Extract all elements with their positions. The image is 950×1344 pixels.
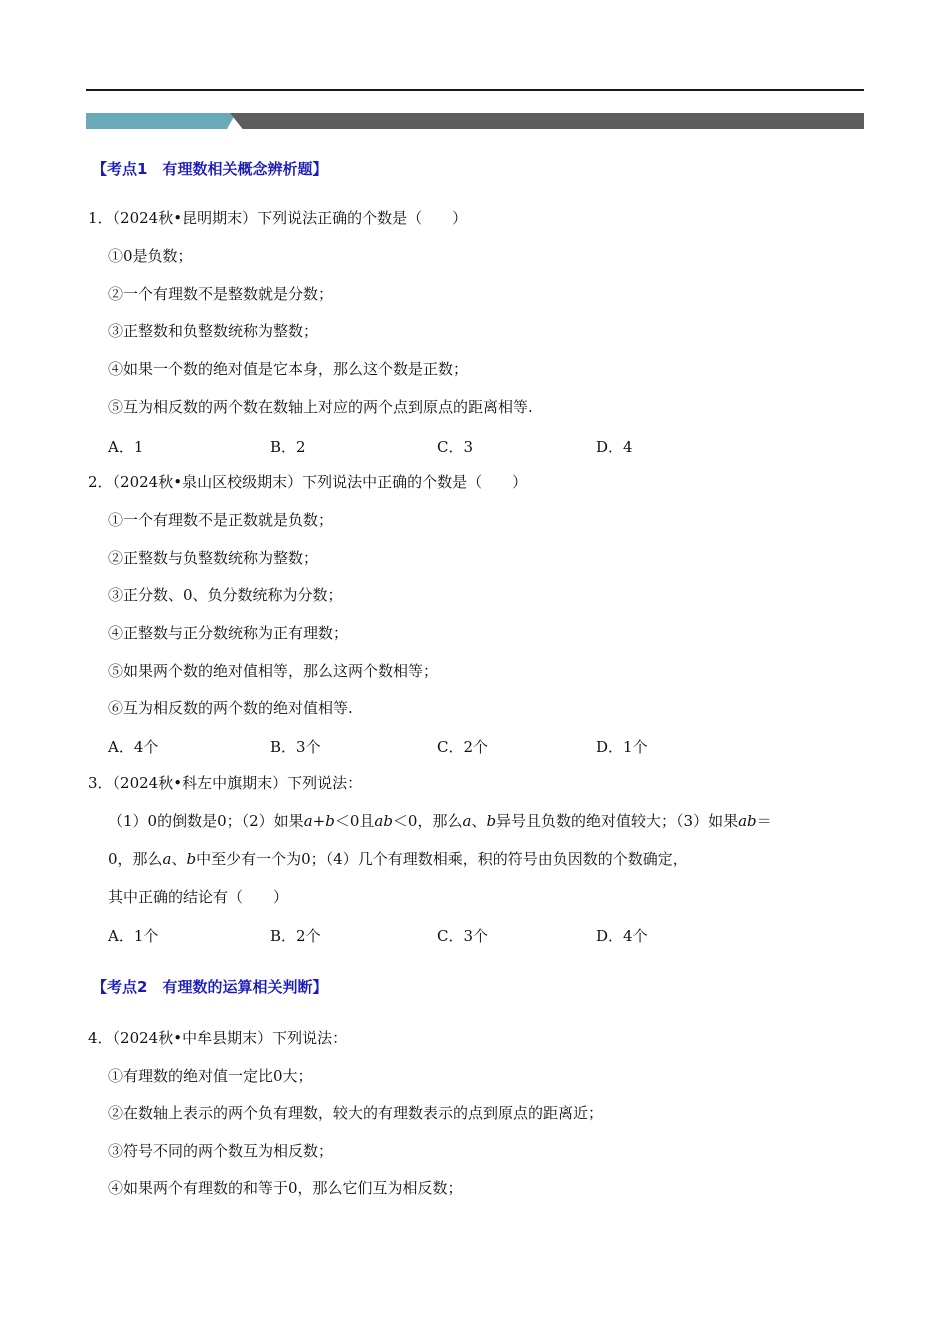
question-4-stem: 4．（2024秋•中牟县期末）下列说法：	[88, 1029, 348, 1047]
question-2-item-4: ④正整数与正分数统称为正有理数；	[108, 624, 349, 642]
question-2-option-d: D．1个	[596, 738, 648, 756]
question-3-option-b: B．2个	[270, 927, 321, 945]
section-heading-1: 【考点1 有理数相关概念辨析题】	[92, 160, 328, 178]
question-2-item-6: ⑥互为相反数的两个数的绝对值相等.	[108, 699, 353, 717]
question-1-item-4: ④如果一个数的绝对值是它本身，那么这个数是正数；	[108, 360, 469, 378]
question-4-item-2: ②在数轴上表示的两个负有理数，较大的有理数表示的点到原点的距离近；	[108, 1104, 604, 1122]
question-1-item-2: ②一个有理数不是整数就是分数；	[108, 285, 334, 303]
question-2-option-c: C．2个	[437, 738, 489, 756]
question-2-stem: 2．（2024秋•泉山区校级期末）下列说法中正确的个数是（ ）	[88, 473, 528, 491]
question-2-item-1: ①一个有理数不是正数就是负数；	[108, 511, 334, 529]
question-1-stem: 1．（2024秋•昆明期末）下列说法正确的个数是（ ）	[88, 209, 468, 227]
header-rule	[86, 89, 864, 91]
question-2-item-3: ③正分数、0、负分数统称为分数；	[108, 586, 343, 604]
question-2-item-5: ⑤如果两个数的绝对值相等，那么这两个数相等；	[108, 662, 439, 680]
header-banner	[86, 113, 864, 129]
question-2-option-b: B．3个	[270, 738, 321, 756]
question-1-option-b: B．2	[270, 438, 306, 456]
question-4-item-1: ①有理数的绝对值一定比0大；	[108, 1067, 313, 1085]
question-4-item-3: ③符号不同的两个数互为相反数；	[108, 1142, 334, 1160]
question-3-statement-line-2: 0，那么a、b中至少有一个为0；（4）几个有理数相乘，积的符号由负因数的个数确定，	[108, 850, 688, 868]
question-1-item-3: ③正整数和负整数统称为整数；	[108, 322, 319, 340]
question-3-statement-line-1: （1）0的倒数是0；（2）如果a+b＜0且ab＜0，那么a、b异号且负数的绝对值较大；（3）如果ab＝	[108, 812, 772, 830]
banner-teal-segment	[86, 113, 236, 129]
question-3-option-c: C．3个	[437, 927, 489, 945]
question-3-stem: 3．（2024秋•科左中旗期末）下列说法：	[88, 774, 363, 792]
question-2-item-2: ②正整数与负整数统称为整数；	[108, 549, 319, 567]
question-3-prompt: 其中正确的结论有（ ）	[108, 888, 289, 906]
question-3-option-a: A．1个	[108, 927, 159, 945]
question-1-item-5: ⑤互为相反数的两个数在数轴上对应的两个点到原点的距离相等.	[108, 398, 533, 416]
question-1-option-c: C．3	[437, 438, 474, 456]
question-1-item-1: ①0是负数；	[108, 247, 193, 265]
banner-gray-segment	[230, 113, 864, 129]
question-4-item-4: ④如果两个有理数的和等于0，那么它们互为相反数；	[108, 1179, 463, 1197]
section-heading-2: 【考点2 有理数的运算相关判断】	[92, 978, 328, 996]
question-2-option-a: A．4个	[108, 738, 159, 756]
question-1-option-d: D．4	[596, 438, 633, 456]
question-1-option-a: A．1	[108, 438, 144, 456]
question-3-option-d: D．4个	[596, 927, 648, 945]
